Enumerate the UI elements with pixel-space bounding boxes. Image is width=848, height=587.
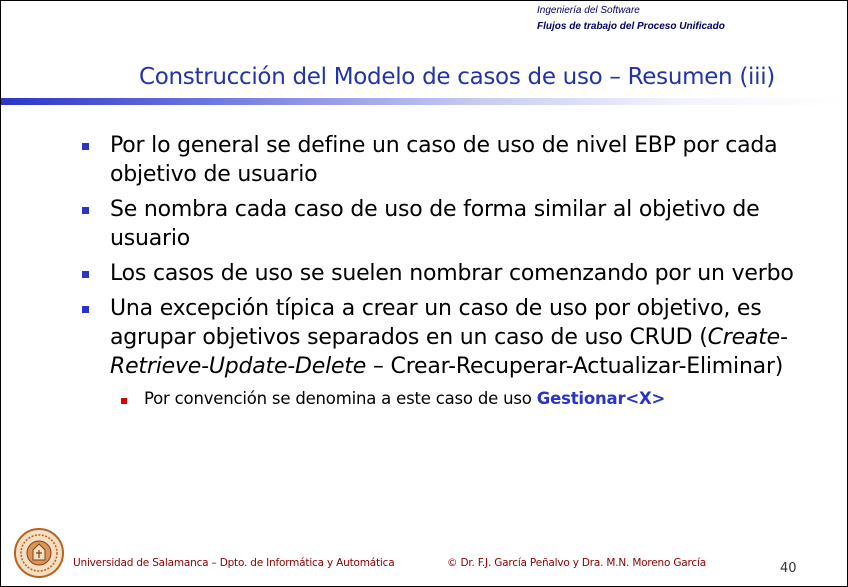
- sub-bullet-item: [79, 387, 829, 411]
- footer-authors: © Dr. F.J. García Peñalvo y Dra. M.N. Moreno García: [447, 557, 706, 569]
- title-underline: [1, 98, 847, 105]
- bullet-text: Los casos de uso se suelen nombrar comenzando por un verbo: [110, 261, 794, 286]
- bullet-item: [79, 259, 829, 288]
- header-course: Ingeniería del Software: [537, 5, 640, 16]
- bullet-text: Se nombra cada caso de uso de forma similar al objetivo de usuario: [110, 197, 760, 251]
- bullet-item: [79, 131, 829, 189]
- slide-title: Construcción del Modelo de casos de uso – Resumen (iii): [139, 64, 775, 90]
- header-topic: Flujos de trabajo del Proceso Unificado: [537, 21, 725, 32]
- bullet-item: [79, 195, 829, 253]
- square-bullet-icon: [82, 306, 89, 313]
- bullet-item: [79, 294, 829, 381]
- sub-bullet-highlight: Gestionar<X>: [536, 389, 666, 408]
- square-bullet-icon: [82, 143, 89, 150]
- bullet-text-before: Una excepción típica a crear un caso de uso por objetivo, es agrupar objetivos separados en un caso de uso CRUD (: [110, 296, 762, 350]
- red-square-bullet-icon: [121, 398, 127, 404]
- university-seal-icon: [14, 528, 64, 578]
- sub-bullet-text: Por convención se denomina a este caso de uso: [144, 389, 537, 408]
- footer-institution: Universidad de Salamanca – Dpto. de Informática y Automática: [73, 557, 395, 569]
- bullet-text: Por lo general se define un caso de uso de nivel EBP por cada objetivo de usuario: [110, 133, 778, 187]
- bullet-text-after: – Crear-Recuperar-Actualizar-Eliminar): [366, 354, 784, 379]
- bullet-text-italic: Create-Retrieve-Update-Delete: [110, 325, 788, 379]
- square-bullet-icon: [82, 271, 89, 278]
- page-number: 40: [780, 561, 797, 576]
- square-bullet-icon: [82, 207, 89, 214]
- bullet-list: [79, 131, 829, 411]
